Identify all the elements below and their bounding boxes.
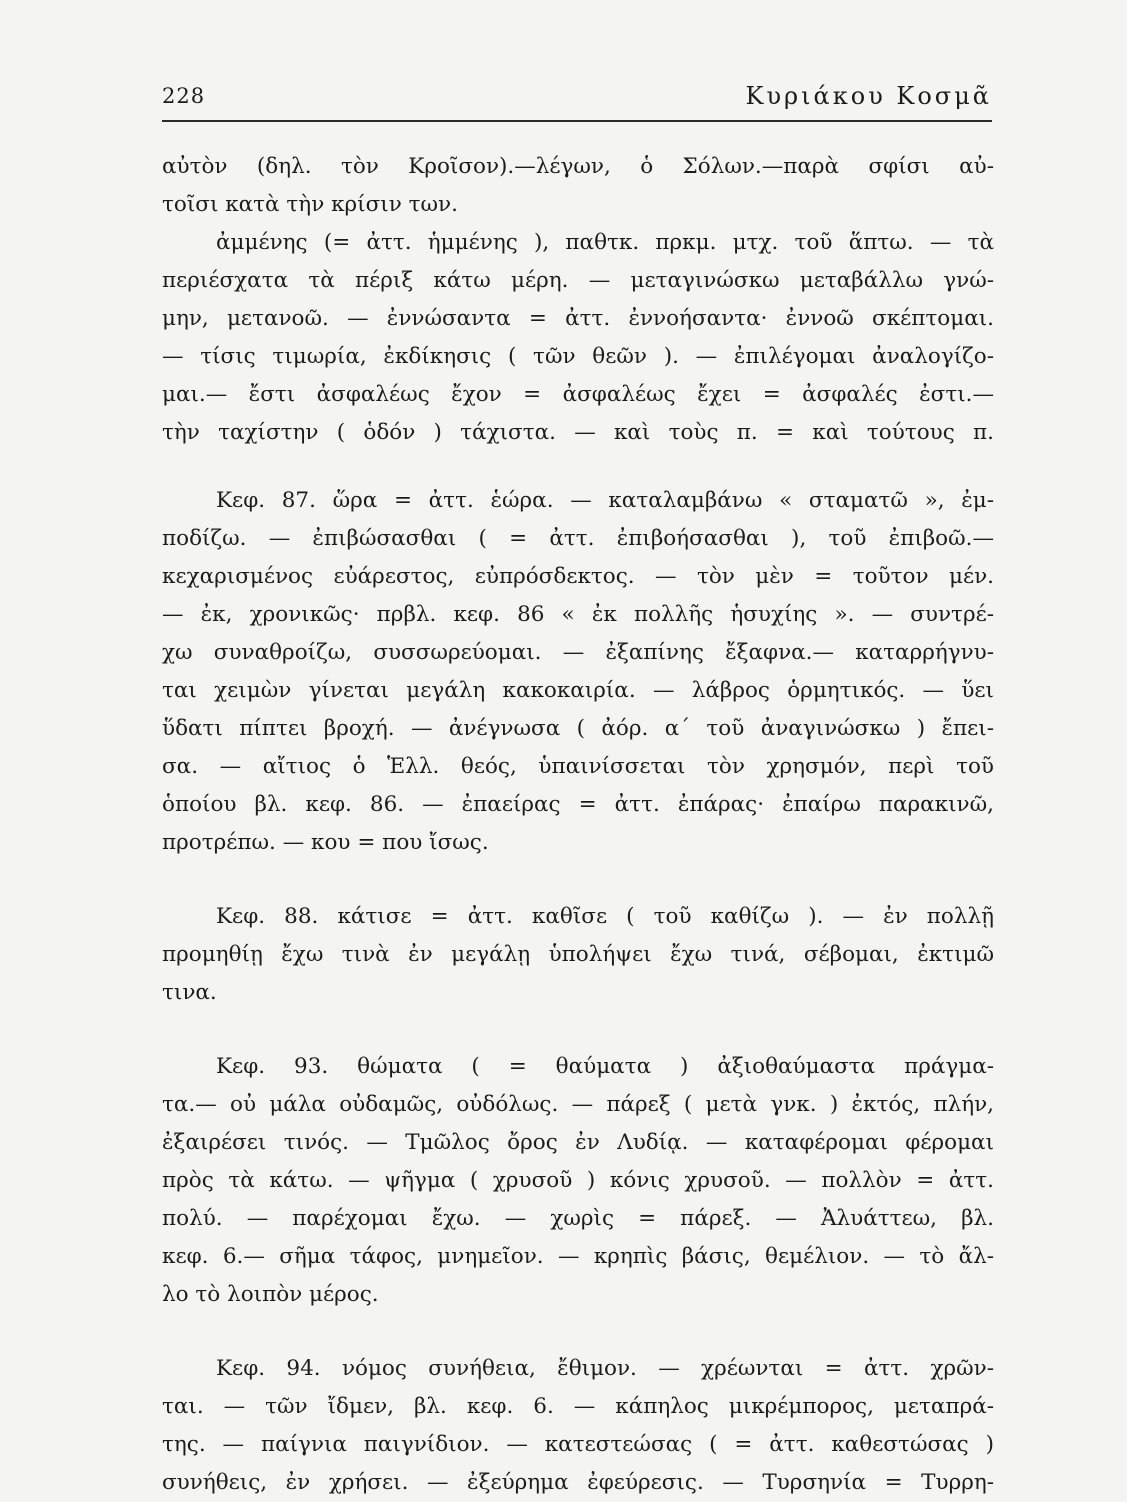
text-line: κεχαρισμένος εὐάρεστος, εὐπρόσδεκτος. — τὸν μὲν = τοῦτον μέν. xyxy=(162,564,994,589)
text-line: χω συναθροίζω, συσσωρεύομαι. — ἐξαπίνης ἔξαφνα.— καταρρήγνυ- xyxy=(162,640,994,665)
text-line: ὁποίου βλ. κεφ. 86. — ἐπαείρας = ἀττ. ἐπάρας· ἐπαίρω παρακινῶ, xyxy=(162,792,994,817)
text-line: σα. — αἴτιος ὁ Ἑλλ. θεός, ὑπαινίσσεται τὸν χρησμόν, περὶ τοῦ xyxy=(162,754,994,779)
paragraph-chapter-87 xyxy=(162,482,994,862)
paragraph-gap xyxy=(162,1314,994,1350)
text-line: προτρέπω. — κου = που ἴσως. xyxy=(162,830,489,855)
text-line: λο τὸ λοιπὸν μέρος. xyxy=(162,1282,379,1307)
text-line: της. — παίγνια παιγνίδιον. — κατεστεώσας ( = ἀττ. καθεστώσας ) xyxy=(162,1432,994,1457)
text-line: αὐτὸν (δηλ. τὸν Κροῖσον).—λέγων, ὁ Σόλων.—παρὰ σφίσι αὐ- xyxy=(162,154,994,179)
header-rule xyxy=(162,120,992,122)
text-line: Κεφ. 87. ὥρα = ἀττ. ἑώρα. — καταλαμβάνω « σταματῶ », ἐμ- xyxy=(216,488,994,513)
text-line: ἀμμένης (= ἀττ. ἡμμένης ), παθτκ. πρκμ. μτχ. τοῦ ἅπτω. — τὰ xyxy=(216,230,994,255)
text-line: τὴν ταχίστην ( ὁδόν ) τάχιστα. — καὶ τοὺς π. = καὶ τούτους π. xyxy=(162,420,994,445)
text-line: τοῖσι κατὰ τὴν κρίσιν των. xyxy=(162,192,458,217)
text-line: προμηθίῃ ἔχω τινὰ ἐν μεγάλῃ ὑπολήψει ἔχω τινά, σέβομαι, ἐκτιμῶ xyxy=(162,942,994,967)
text-line: ται. — τῶν ἴδμεν, βλ. κεφ. 6. — κάπηλος μικρέμπορος, μεταπρά- xyxy=(162,1394,994,1419)
paragraph-chapter-88 xyxy=(162,898,994,1012)
text-line: πρὸς τὰ κάτω. — ψῆγμα ( χρυσοῦ ) κόνις χρυσοῦ. — πολλὸν = ἀττ. xyxy=(162,1168,994,1193)
paragraph-gap xyxy=(162,1012,994,1048)
text-line: μαι.— ἔστι ἀσφαλέως ἔχον = ἀσφαλέως ἔχει = ἀσφαλές ἐστι.— xyxy=(162,382,994,407)
text-line: μην, μετανοῶ. — ἐννώσαντα = ἀττ. ἐννοήσαντα· ἐννοῶ σκέπτομαι. xyxy=(162,306,994,331)
text-line: κεφ. 6.— σῆμα τάφος, μνημεῖον. — κρηπὶς βάσις, θεμέλιον. — τὸ ἄλ- xyxy=(162,1244,994,1269)
text-line: ὕδατι πίπτει βροχή. — ἀνέγνωσα ( ἀόρ. α΄ τοῦ ἀναγινώσκω ) ἔπει- xyxy=(162,716,994,741)
page-header xyxy=(162,76,992,114)
paragraph-chapter-93 xyxy=(162,1048,994,1314)
text-line: — τίσις τιμωρία, ἐκδίκησις ( τῶν θεῶν ). — ἐπιλέγομαι ἀναλογίζο- xyxy=(162,344,994,369)
text-line: συνήθεις, ἐν χρήσει. — ἐξεύρημα ἐφεύρεσις. — Τυρσηνία = Τυρρη- xyxy=(162,1470,994,1495)
text-line: ται χειμὼν γίνεται μεγάλη κακοκαιρία. — λάβρος ὁρμητικός. — ὕει xyxy=(162,678,994,703)
paragraph-gap xyxy=(162,862,994,898)
text-line: περιέσχατα τὰ πέριξ κάτω μέρη. — μεταγινώσκω μεταβάλλω γνώ- xyxy=(162,268,994,293)
text-line: Κεφ. 93. θώματα ( = θαύματα ) ἀξιοθαύμαστα πράγμα- xyxy=(216,1054,994,1079)
paragraph-chapter-94 xyxy=(162,1350,994,1502)
text-line: Κεφ. 94. νόμος συνήθεια, ἔθιμον. — χρέωνται = ἀττ. χρῶν- xyxy=(216,1356,994,1381)
text-line: πολύ. — παρέχομαι ἔχω. — χωρὶς = πάρεξ. — Ἀλυάττεω, βλ. xyxy=(162,1206,994,1231)
text-line: τα.— οὐ μάλα οὐδαμῶς, οὐδόλως. — πάρεξ ( μετὰ γνκ. ) ἐκτός, πλήν, xyxy=(162,1092,994,1117)
paragraph-vocabulary-intro xyxy=(162,148,994,452)
page-body xyxy=(162,148,994,1502)
text-line: ποδίζω. — ἐπιβώσασθαι ( = ἀττ. ἐπιβοήσασθαι ), τοῦ ἐπιβοῶ.— xyxy=(162,526,994,551)
page-number: 228 xyxy=(162,84,206,108)
paragraph-gap xyxy=(162,452,994,482)
text-line: Κεφ. 88. κάτισε = ἀττ. καθῖσε ( τοῦ καθίζω ). — ἐν πολλῇ xyxy=(216,904,994,929)
text-line: τινα. xyxy=(162,980,217,1005)
text-line: — ἐκ, χρονικῶς· πρβλ. κεφ. 86 « ἐκ πολλῆς ἡσυχίης ». — συντρέ- xyxy=(162,602,994,627)
text-line: ἐξαιρέσει τινός. — Τμῶλος ὄρος ἐν Λυδίᾳ. — καταφέρομαι φέρομαι xyxy=(162,1130,994,1155)
running-head: Κυριάκου Κοσμᾶ xyxy=(745,82,992,110)
